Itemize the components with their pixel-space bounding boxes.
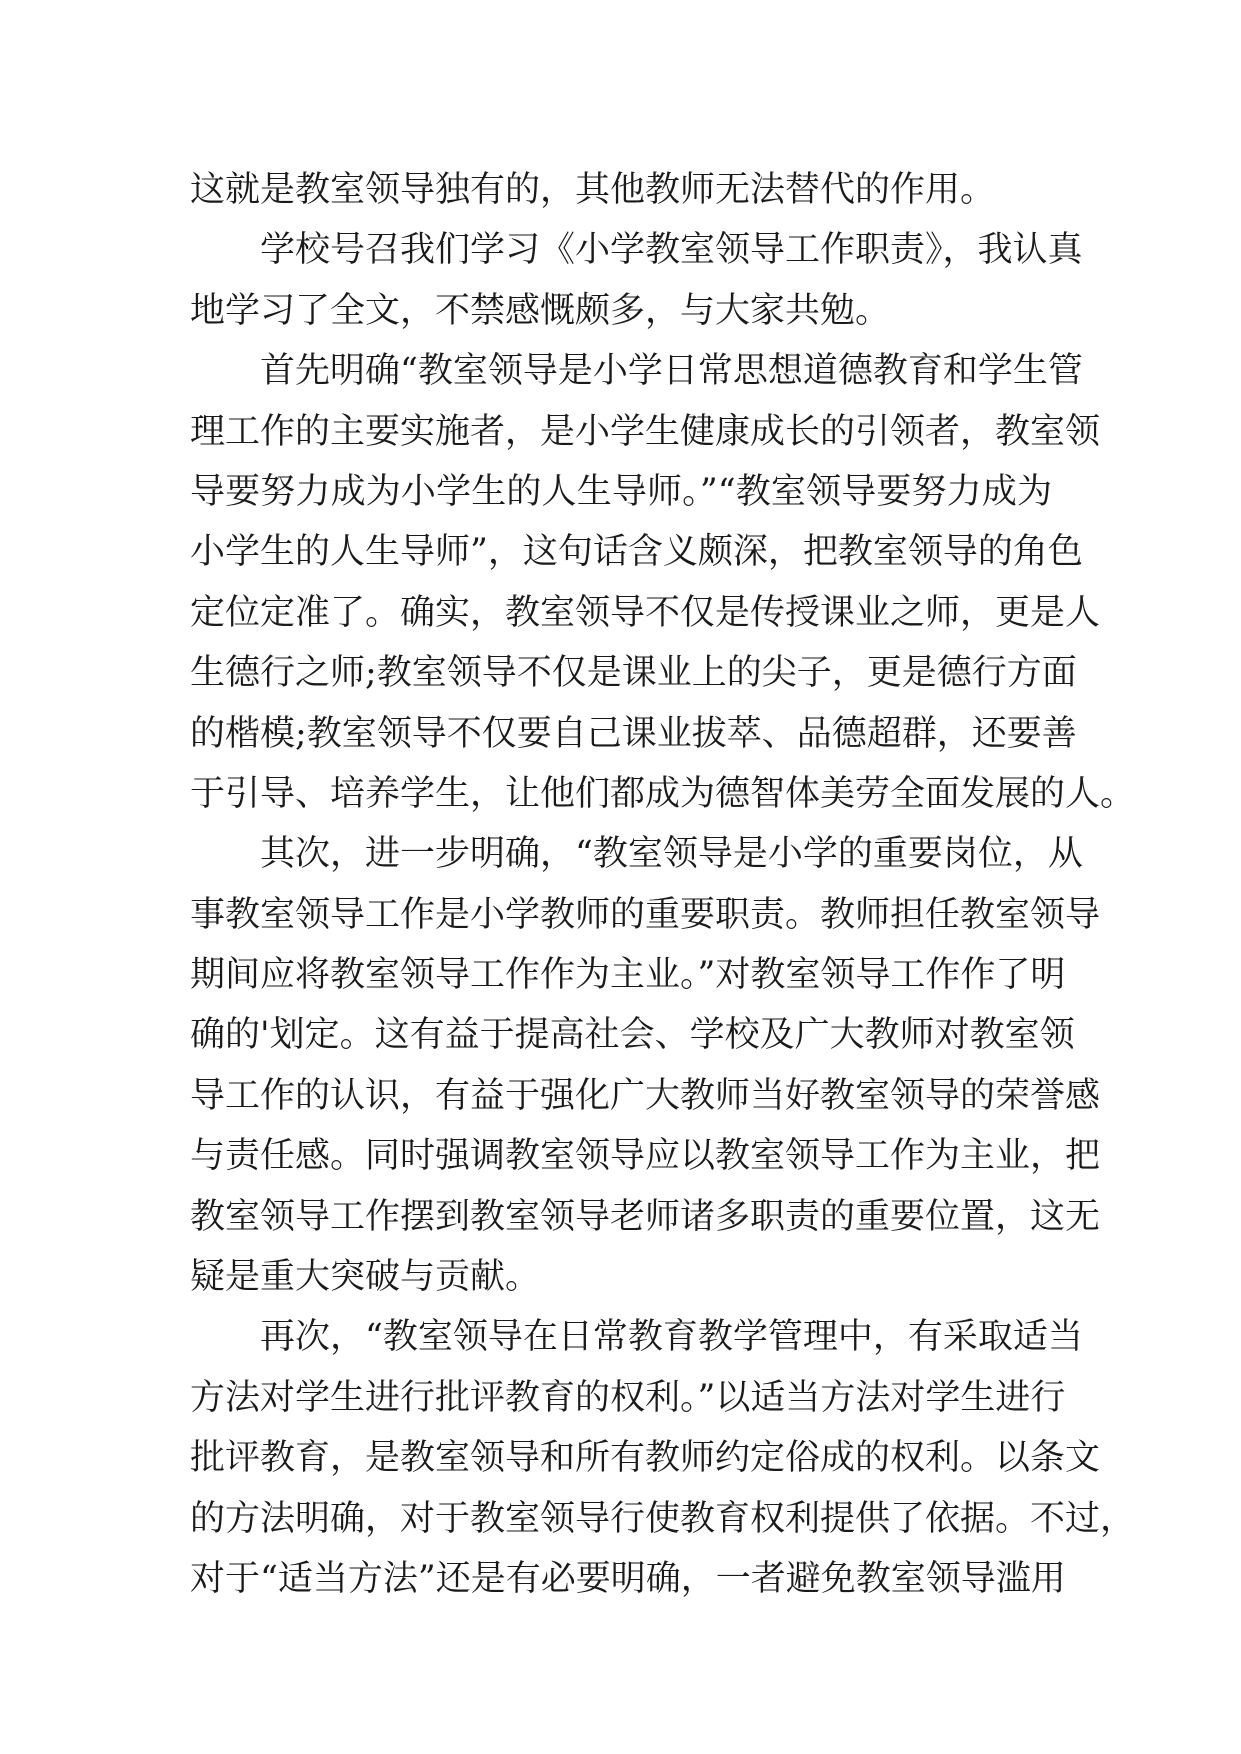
text-line: 学校号召我们学习《小学教室领导工作职责》，我认真 — [260, 230, 1083, 271]
text-line: 期间应将教室领导工作作为主业。”对教室领导工作作了明 — [190, 955, 1066, 996]
text-line: 导工作的认识，有益于强化广大教师当好教室领导的荣誉感 — [190, 1075, 1101, 1116]
text-line: 于引导、培养学生，让他们都成为德智体美劳全面发展的人。 — [190, 773, 1136, 814]
text-line: 定位定准了。确实，教室领导不仅是传授课业之师，更是人 — [190, 592, 1101, 633]
text-line: 疑是重大突破与贡献。 — [190, 1257, 541, 1298]
text-line: 地学习了全文，不禁感慨颇多，与大家共勉。 — [190, 290, 891, 331]
text-line: 再次，“教室领导在日常教育教学管理中，有采取适当 — [260, 1317, 1083, 1358]
text-line: 导要努力成为小学生的人生导师。”“教室领导要努力成为 — [190, 471, 1052, 512]
text-line: 对于“适当方法”还是有必要明确，一者避免教室领导滥用 — [190, 1558, 1066, 1599]
text-line: 这就是教室领导独有的，其他教师无法替代的作用。 — [190, 170, 996, 210]
text-line: 小学生的人生导师”，这句话含义颇深，把教室领导的角色 — [190, 532, 1083, 573]
text-line: 首先明确“教室领导是小学日常思想道德教育和学生管 — [260, 351, 1083, 392]
text-line: 事教室领导工作是小学教师的重要职责。教师担任教室领导 — [190, 894, 1101, 935]
paragraph-5 — [190, 1307, 1136, 1609]
paragraph-4 — [190, 824, 1101, 1307]
text-line: 批评教育，是教室领导和所有教师约定俗成的权利。以条文 — [190, 1438, 1101, 1479]
paragraph-3 — [190, 341, 1136, 824]
text-line: 理工作的主要实施者，是小学生健康成长的引领者，教室领 — [190, 411, 1101, 452]
document-page — [190, 160, 1136, 1609]
paragraph-1 — [190, 160, 1052, 220]
paragraph-2 — [190, 220, 1083, 341]
text-line: 的方法明确，对于教室领导行使教育权利提供了依据。不过， — [190, 1498, 1136, 1539]
text-line: 的楷模;教室领导不仅要自己课业拔萃、品德超群，还要善 — [190, 713, 1077, 754]
text-line: 与责任感。同时强调教室领导应以教室领导工作为主业，把 — [190, 1136, 1101, 1177]
text-line: 方法对学生进行批评教育的权利。”以适当方法对学生进行 — [190, 1377, 1066, 1418]
text-line: 教室领导工作摆到教室领导老师诸多职责的重要位置，这无 — [190, 1196, 1101, 1237]
text-line: 其次，进一步明确，“教室领导是小学的重要岗位，从 — [260, 834, 1083, 875]
text-line: 生德行之师;教室领导不仅是课业上的尖子，更是德行方面 — [190, 653, 1077, 694]
text-line: 确的'划定。这有益于提高社会、学校及广大教师对教室领 — [190, 1015, 1075, 1056]
